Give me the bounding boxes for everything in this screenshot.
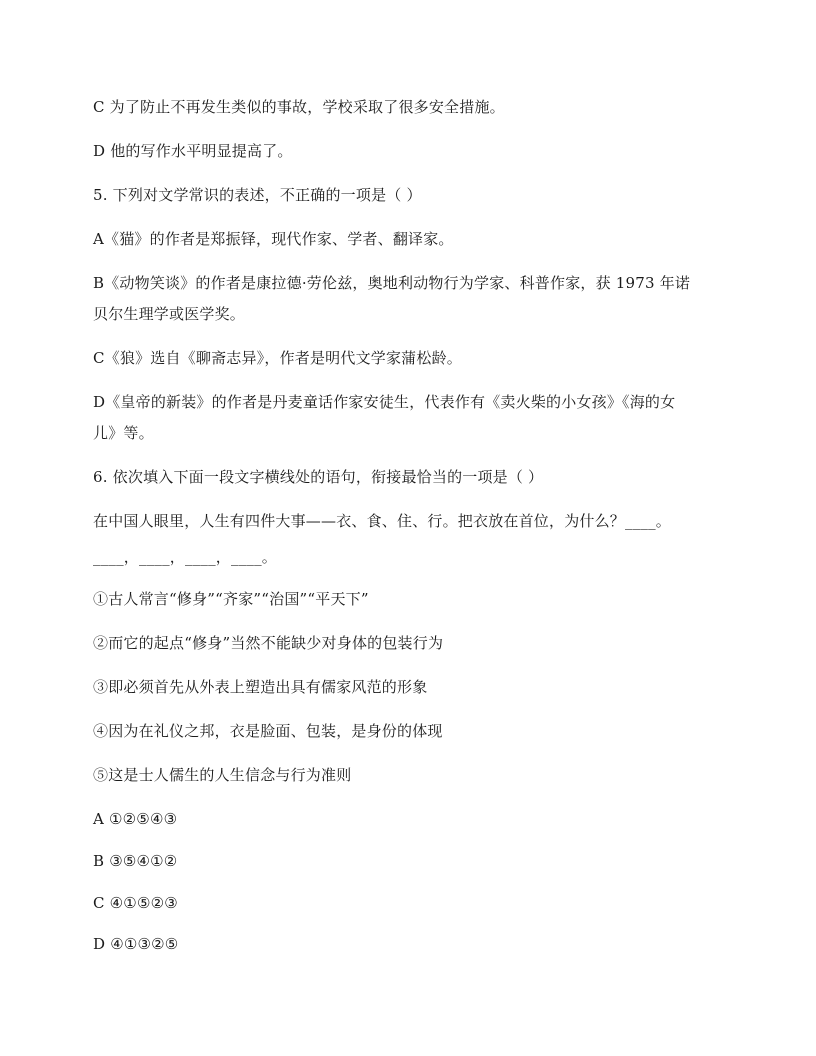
question-5-option-b-line2: 贝尔生理学或医学奖。 [93,305,246,323]
option-d-sentence: D 他的写作水平明显提高了。 [93,142,293,160]
question-6-passage-line2: ____，____，____，____。 [93,548,278,566]
sentence-3: ③即必须首先从外表上塑造出具有儒家风范的形象 [93,678,428,696]
sentence-1: ①古人常言“修身”“齐家”“治国”“平天下” [93,590,369,608]
question-5-option-d-line1: D《皇帝的新装》的作者是丹麦童话作家安徒生，代表作有《卖火柴的小女孩》《海的女 [93,393,676,411]
question-5-option-d-line2: 儿》等。 [93,424,154,442]
sentence-4: ④因为在礼仪之邦，衣是脸面、包装，是身份的体现 [93,722,443,740]
sentence-2: ②而它的起点“修身”当然不能缺少对身体的包装行为 [93,634,444,652]
option-c-sentence: C 为了防止不再发生类似的事故，学校采取了很多安全措施。 [93,98,505,116]
sentence-5: ⑤这是士人儒生的人生信念与行为准则 [93,766,352,784]
question-5-option-a: A《猫》的作者是郑振铎，现代作家、学者、翻译家。 [93,230,454,248]
question-5-option-b-line1: B《动物笑谈》的作者是康拉德·劳伦兹，奥地利动物行为学家、科普作家，获 1973 年诺 [93,274,691,292]
question-6-option-b: B ③⑤④①② [93,852,178,870]
question-5-option-c: C《狼》选自《聊斋志异》，作者是明代文学家蒲松龄。 [93,349,462,367]
question-6-passage-line1: 在中国人眼里，人生有四件大事——衣、食、住、行。把衣放在首位，为什么？____。 [93,512,672,530]
question-6-option-d: D ④①③②⑤ [93,935,179,953]
question-5-stem: 5. 下列对文学常识的表述，不正确的一项是（ ） [93,186,422,204]
question-6-stem: 6. 依次填入下面一段文字横线处的语句，衔接最恰当的一项是（ ） [93,468,544,486]
question-6-option-a: A ①②⑤④③ [93,810,178,828]
question-6-option-c: C ④①⑤②③ [93,894,178,912]
